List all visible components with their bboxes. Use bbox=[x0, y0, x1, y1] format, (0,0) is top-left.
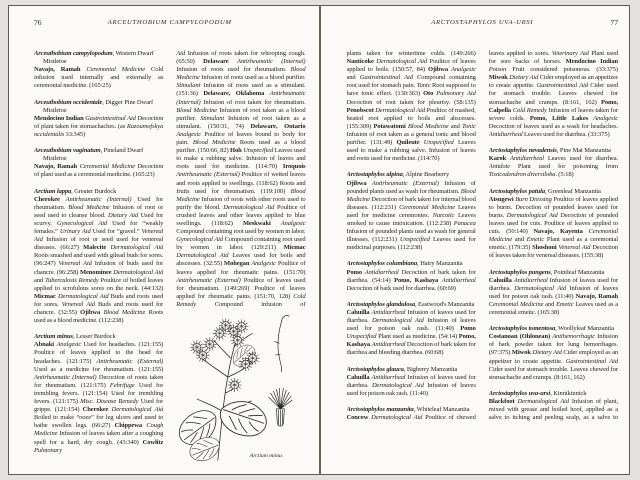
uses-paragraph: Aid Infusion of roots taken for whooping cough. (65:50) Delaware Antirheumatic (Internal) Infusion of roots used for rheumatism. Blood Medicine Infusion of roots used as a blood purifier. Stimulant Infusion of roots used as a stimulant. (151:36) Delaware, Oklahoma Antirheumatic (Internal) Infusion of root taken for rheumatism. Blood Medicine Infusion of root taken as a blood purifier. Stimulant Infusion of root taken as a stimulant. (150:31, 74) Delaware, Ontario Analgesic Poultice of leaves bound to body for pain. Blood Medicine Roots used as a blood purifier. (150:66, 82) Hoh Unspecified Leaves used to make a rubbing salve. Infusion of leaves and roots used for medicine. (114:70) Iroquois Antirheumatic (External) Poultice of wetted leaves and roots applied to swellings. (118:62) Roots and fruits used for rheumatism. (119:100) Blood Medicine Infusion of roots with other roots used to purify the blood. Dermatological Aid Poultice of crushed leaves and other leaves applied to blue swellings. (118:62) Meskwaki Analgesic Compound containing root used by women in labor. Gynecological Aid Compound containing root used by women in labor. (129:211) Micmac Dermatological Aid Leaves used for boils and abscesses. (32:55) Mohegan Analgesic Poultice of leaves applied for rheumatic pains. (151:70) Antirheumatic (External) Poultice of leaves used for rheumatism. (149:269) Poultice of leaves applied for rheumatic pains. (151:70, 128) Cold Remedy Compound infusion of bbox=[176, 50, 306, 308]
page-header-right bbox=[347, 18, 619, 27]
uses-paragraph: Mendocino Indian Gastrointestinal Aid Decoction of plant taken for stomachaches. (as Razoumofskya occidentalis 33:345) bbox=[34, 114, 164, 138]
page-number-right: 77 bbox=[610, 18, 618, 27]
species-heading: Arctostaphylos nevadensis, Pine Mat Manzanita bbox=[488, 147, 611, 155]
uses-paragraph: leaves applied to sores. Veterinary Aid Plant used for sore backs of horses. Mendocino Indian Poison Fruit considered poisonous. (33:375) Miwok Dietary Aid Cider employed as an appetizer to create appetite. Gastrointestinal Aid Cider used for stomach trouble. Leaves chewed for stomachache and cramps. (8:161, 162) Pomo, Calpella Cold Remedy Infusion of leaves taken for severe colds. Pomo, Little Lakes Analgesic Decoction of leaves used as a wash for headaches. Antidiarrheal Leaves used for diarrhea. (33:375) bbox=[488, 50, 618, 138]
page-left bbox=[9, 6, 319, 474]
species-heading: Arctostaphylos tomentosa, Woollyleaf Manzanita bbox=[488, 325, 614, 333]
burdock-line-drawing-icon bbox=[176, 313, 305, 462]
species-heading: Arceuthobium vaginatum, Pineland Dwarf Mistletoe bbox=[34, 147, 144, 163]
page-right bbox=[321, 6, 630, 474]
species-heading: Arctostaphylos glandulosa, Eastwood's Manzanita bbox=[346, 300, 475, 308]
right-page-column-1 bbox=[347, 50, 476, 462]
species-heading: Arctostaphylos patula, Greenleaf Manzanita bbox=[488, 187, 601, 195]
uses-paragraph: Concow Dermatological Aid Poultice of chewed bbox=[346, 414, 476, 422]
species-heading: Arctostaphylos manzanita, Whiteleaf Manzanita bbox=[346, 406, 470, 414]
text-columns-left bbox=[34, 50, 306, 462]
species-heading: Arctostaphylos glauca, Bigberry Manzanita bbox=[346, 365, 458, 373]
left-page-column-1 bbox=[34, 50, 163, 462]
uses-paragraph: Costanoan (Ohlonean) Antihemorrhagic Infusion of bark powder taken for lung hemorrhages. (97:375) Miwok Dietary Aid Cider employed as an appetizer to create appetite. Gastrointestinal Aid Cider used for stomach trouble. Leaves chewed for stomachache and cramps. (8:161, 162) bbox=[488, 333, 618, 381]
species-heading: Arctium minus, Lesser Burdock bbox=[34, 333, 116, 341]
species-heading: Arctium lappa, Greater Burdock bbox=[34, 187, 117, 195]
uses-paragraph: Karok Antidiarrheal Leaves used for diarrhea. Antidote Plant used for poisoning from Toxicodendron diversiloba. (5:18) bbox=[488, 155, 618, 179]
uses-paragraph: plants taken for wintertime colds. (149:266) Nanticoke Dermatological Aid Poultice of leaves applied to boils. (150:57, 84) Ojibwa Analgesic and Gastrointestinal Aid Compound containing root used for stomach pain. Tonic Root supposed to have tonic effect. (130:363) Oto Pulmonary Aid Decoction of root taken for pleurisy. (58:135) Penobscot Dermatological Aid Poultice of mashed, heated root applied to boils and abscesses. (155:309) Potawatomi Blood Medicine and Tonic Infusion of root taken as a general tonic and blood purifier. (131:49) Quileute Unspecified Leaves used to make a rubbing salve. Infusion of leaves and roots used for medicine. (114:70) bbox=[346, 50, 476, 163]
left-page-column-2 bbox=[176, 50, 305, 462]
species-heading: Arctostaphylos alpina, Alpine Bearberry bbox=[346, 171, 450, 179]
uses-paragraph: Navajo, Ramah Ceremonial Medicine Decoction of plant used as a ceremonial medicine. (165:23) bbox=[34, 163, 164, 179]
species-heading: Arctostaphylos uva-ursi, Kinnikinnick bbox=[488, 389, 587, 397]
uses-paragraph: Atsugewi Burn Dressing Poultice of leaves applied to burns. Decoction of pounded leaves used for burns. Dermatological Aid Decoction of pounded leaves used for cuts. Poultice of leaves applied to cuts. (50:140) Navajo, Kayenta Ceremonial Medicine and Emetic Plant used as a ceremonial emetic. (179:35) Shoshoni Venereal Aid Decoction of leaves taken for venereal diseases. (155:38) bbox=[488, 195, 618, 260]
species-heading: Arceuthobium campylopodum, Western Dwarf Mistletoe bbox=[34, 50, 154, 66]
uses-paragraph: Cahuilla Antidiarrheal Infusion of leaves used for diarrhea. Dermatological Aid Infusion of leaves used for poison oak rash. (11:40) Pomo Unspecified Plant used as medicine. (54:14) Pomo, Kashaya Antidiarrheal Decoction of bark taken for diarrhea and bleeding diarrhea. (60:68) bbox=[346, 309, 476, 357]
burdock-illustration bbox=[176, 313, 305, 462]
uses-paragraph: Pomo Antidiarrheal Decoction of bark taken for diarrhea. (54:14) Pomo, Kashaya Antidiarrheal Decoction of bark used for diarrhea. (60:69) bbox=[346, 268, 476, 292]
uses-paragraph: Cahuilla Antidiarrheal Infusion of leaves used for diarrhea. Dermatological Aid Infusion of leaves used for poison oak rash. (11:40) bbox=[346, 373, 476, 397]
uses-paragraph: Navajo, Ramah Ceremonial Medicine Cold infusion used internally and externally as ceremonial medicine. (165:25) bbox=[34, 66, 164, 90]
uses-paragraph: Cahuilla Antidiarrheal Infusion of leaves used for diarrhea. Dermatological Aid Infusion of leaves used for poison oak rash. (11:40) Navajo, Ramah Ceremonial Medicine and Emetic Leaves used as a ceremonial emetic. (165:38) bbox=[488, 276, 618, 316]
species-heading: Arceuthobium occidentale, Digger Pine Dwarf Mistletoe bbox=[34, 98, 154, 114]
uses-paragraph: Abnaki Analgesic Used for headaches. (121:155) Poultice of leaves applied to the head for headaches. (121:175) Antirheumatic (External) Used as a medicine for rheumatism. (121:155) Antirheumatic (Internal) Decoction of roots taken for rheumatism. (121:175) Febrifuge Used for trembling fevers. (121:154) Used for trembling fevers. (121:175) Misc. Disease Remedy Used for grippe. (121:154) Cherokee Dermatological Aid Boiled to make “ooze” for leg ulcers and used to bathe swollen legs. (66:27) Chippewa Cough Medicine Infusion of leaves taken after a coughing spell for a hard, dry cough. (43:340) Cowlitz Pulmonary bbox=[34, 341, 164, 454]
right-page-column-2 bbox=[489, 50, 618, 462]
running-head-left: ARCEUTHOBIUM CAMPYLOPODUM bbox=[107, 19, 232, 26]
text-columns-right bbox=[347, 50, 619, 462]
page-number-left: 76 bbox=[34, 18, 42, 27]
page-header-left bbox=[34, 18, 306, 27]
book-spread bbox=[8, 5, 630, 475]
species-heading: Arctostaphylos pungens, Pointleaf Manzanita bbox=[488, 268, 605, 276]
uses-paragraph: Cherokee Antirheumatic (Internal) Used for rheumatism. Blood Medicine Infusion of root or seed used to cleanse blood. Dietary Aid Used for scurvy. Gynecological Aid Used for “weakly females.” Urinary Aid Used for “gravel.” Venereal Aid Infusion of root or seed used for venereal diseases. (66:27) Malecite Dermatological Aid Roots smashed and used with gilead buds for sores. (96:247) Venereal Aid Infusion of buds used for chancre. (96:258) Menominee Dermatological Aid and Tuberculosis Remedy Poultice of boiled leaves applied to scrofulous sores on the neck. (44:132) Micmac Dermatological Aid Buds and roots used for sores. Venereal Aid Buds and roots used for chancre. (32:55) Ojibwa Blood Medicine Roots used as a blood medicine. (112:238) bbox=[34, 195, 164, 325]
species-heading: Arctostaphylos columbiana, Hairy Manzanita bbox=[346, 260, 463, 268]
seed-detail-drawing bbox=[269, 315, 293, 426]
uses-paragraph: Ojibwa Antirheumatic (External) Infusion of pounded plants used as wash for rheumatism. Blood Medicine Decoction of bark taken for internal blood diseases. (112:231) Ceremonial Medicine Leaves used for medicine ceremonies. Narcotic Leaves smoked to cause intoxication. (112:238) Panacea Infusion of pounded plants used as wash for general illnesses. (112:231) Unspecified Leaves used for medicinal purposes. (112:238) bbox=[346, 179, 476, 252]
figure-caption: Arctium minus bbox=[249, 453, 283, 459]
uses-paragraph: Blackfoot Dermatological Aid Infusion of plant, mixed with grease and boiled hoof, applied as a salve to itching and peeling scalp, as a salve to bbox=[488, 398, 618, 422]
running-head-right: ARCTOSTAPHYLOS UVA-URSI bbox=[431, 19, 534, 26]
